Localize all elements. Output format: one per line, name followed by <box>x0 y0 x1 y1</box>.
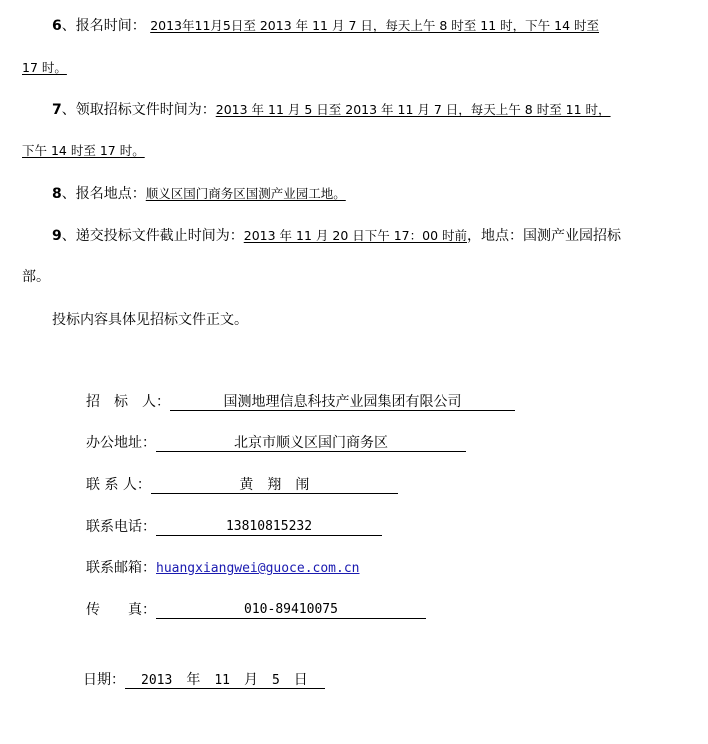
submission-location-text: ，地点：国测产业园招标 <box>467 228 621 244</box>
address-label: 办公地址： <box>86 435 156 451</box>
date-year-unit: 年 <box>186 672 201 688</box>
tender-content-note: 投标内容具体见招标文件正文。 <box>52 312 248 328</box>
item-number: 7 <box>52 102 62 118</box>
registration-time-value-end: 17 时。 <box>22 60 67 75</box>
document-collection-time-value: 2013 年 11 月 5 日至 2013 年 11 月 7 日，每天上午 8 时至 11 时， <box>215 102 611 117</box>
phone-row <box>86 518 382 536</box>
item-9-continued <box>22 268 50 286</box>
address-value: 北京市顺义区国门商务区 <box>156 434 466 452</box>
item-number: 9 <box>52 228 62 244</box>
fax-value: 010-89410075 <box>156 601 426 619</box>
tenderer-row <box>86 393 515 411</box>
tenderer-label: 招 标 人： <box>86 394 170 410</box>
date-year: 2013 <box>141 673 173 688</box>
fax-row <box>86 601 426 619</box>
email-label: 联系邮箱： <box>86 560 156 576</box>
date-label: 日期： <box>83 672 125 688</box>
phone-label: 联系电话： <box>86 519 156 535</box>
submission-deadline-value: 2013 年 11 月 20 日下午 17：00 时前 <box>243 228 467 243</box>
item-6-continued <box>22 59 67 77</box>
item-number: 8 <box>52 186 62 202</box>
date-month: 11 <box>214 673 230 688</box>
date-month-unit: 月 <box>243 672 258 688</box>
date-value <box>125 671 325 689</box>
item-6 <box>52 17 599 35</box>
tenderer-value: 国测地理信息科技产业园集团有限公司 <box>170 393 515 411</box>
contact-person-value: 黄 翔 闱 <box>151 476 398 494</box>
registration-time-value: 2013年11月5日至 2013 年 11 月 7 日，每天上午 8 时至 11 时，下午 14 时至 <box>150 18 599 33</box>
item-label: 、报名时间： <box>61 18 146 34</box>
email-link[interactable]: huangxiangwei@guoce.com.cn <box>156 561 360 576</box>
contact-person-row <box>86 476 398 494</box>
date-day: 5 <box>271 673 280 688</box>
phone-value: 13810815232 <box>156 518 382 536</box>
item-label: 、报名地点： <box>61 186 146 202</box>
fax-label: 传 真： <box>86 602 156 618</box>
date-row <box>83 671 325 689</box>
item-8 <box>52 185 346 203</box>
item-number: 6 <box>52 18 62 34</box>
submission-location-text-end: 部。 <box>22 269 50 285</box>
item-label: 、递交投标文件截止时间为： <box>61 228 244 244</box>
document-collection-time-value-end: 下午 14 时至 17 时。 <box>22 143 145 158</box>
item-9 <box>52 227 621 245</box>
item-7-continued <box>22 142 145 160</box>
item-7 <box>52 101 611 119</box>
registration-location-value: 顺义区国门商务区国测产业园工地。 <box>145 186 346 201</box>
date-day-unit: 日 <box>293 672 308 688</box>
contact-person-label: 联 系 人： <box>86 477 151 493</box>
email-row <box>86 559 360 578</box>
address-row <box>86 434 466 452</box>
item-label: 、领取招标文件时间为： <box>61 102 216 118</box>
